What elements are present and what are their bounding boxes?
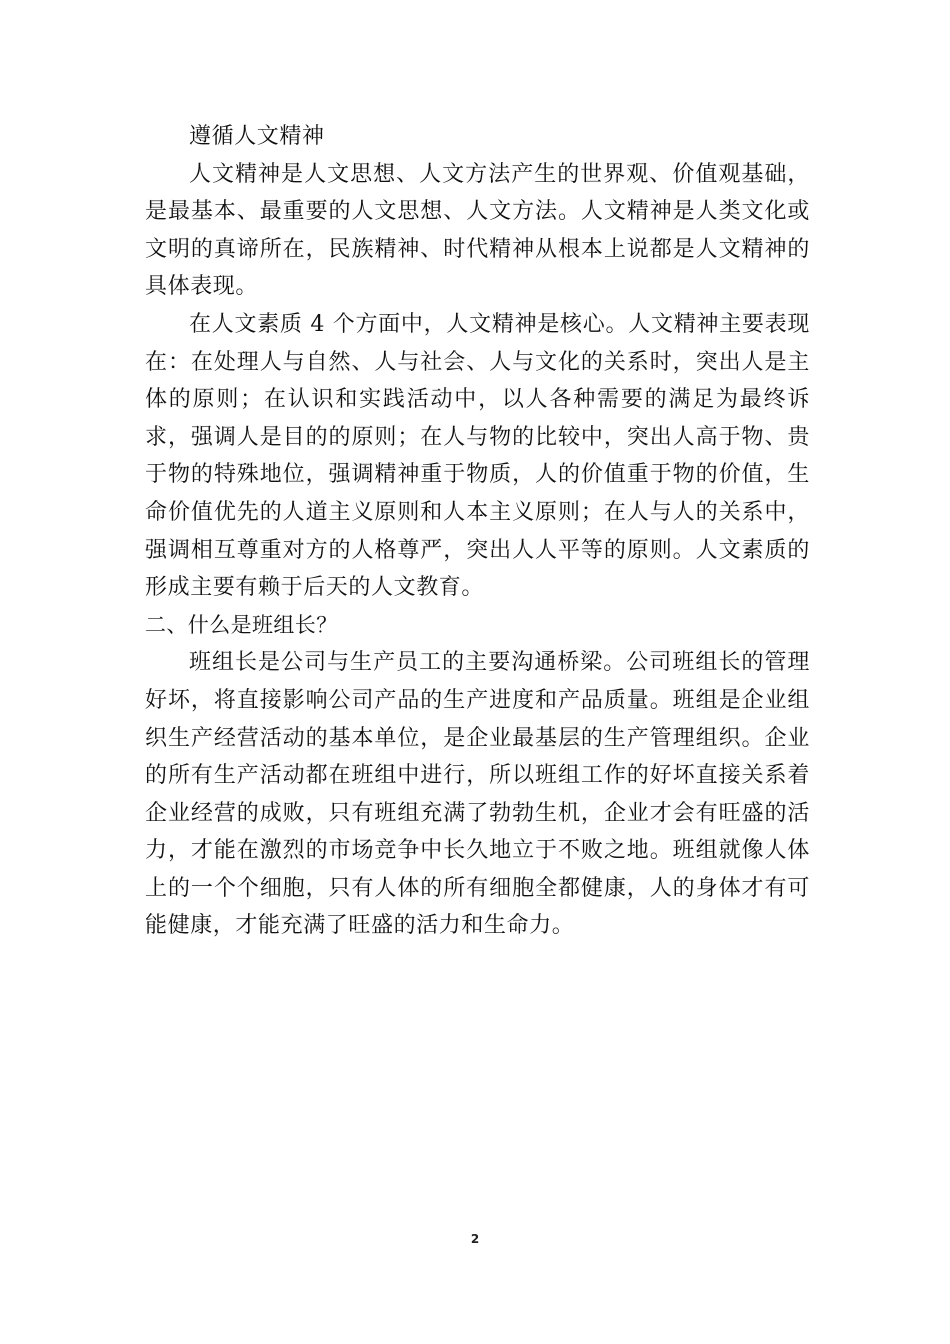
paragraph-humanistic-spirit-core: 在人文素质 4 个方面中，人文精神是核心。人文精神主要表现在：在处理人与自然、人与社会、人与文化的关系时，突出人是主体的原则；在认识和实践活动中，以人各种需要的满足为最终诉求，强调人是目的的原则；在人与物的比较中，突出人高于物、贵于物的特殊地位，强调精神重于物质，人的价值重于物的价值，生命价值优先的人道主义原则和人本主义原则；在人与人的关系中，强调相互尊重对方的人格尊严，突出人人平等的原则。人文素质的形成主要有赖于后天的人文教育。 [145,311,810,601]
paragraph-humanistic-spirit-definition: 人文精神是人文思想、人文方法产生的世界观、价值观基础，是最基本、最重要的人文思想、人文方法。人文精神是人类文化或文明的真谛所在，民族精神、时代精神从根本上说都是人文精神的具体表现。 [145,161,810,300]
paragraph-team-leader: 班组长是公司与生产员工的主要沟通桥梁。公司班组长的管理好坏，将直接影响公司产品的生产进度和产品质量。班组是企业组织生产经营活动的基本单位，是企业最基层的生产管理组织。企业的所有生产活动都在班组中进行，所以班组工作的好坏直接关系着企业经营的成败，只有班组充满了勃勃生机，企业才会有旺盛的活力，才能在激烈的市场竞争中长久地立于不败之地。班组就像人体上的一个个细胞，只有人体的所有细胞全都健康，人的身体才有可能健康，才能充满了旺盛的活力和生命力。 [145,650,810,939]
page-number: 2 [470,1232,480,1246]
section-heading: 二、什么是班组长？ [145,612,338,637]
page-body [145,118,810,945]
subheading: 遵循人文精神 [189,124,325,149]
